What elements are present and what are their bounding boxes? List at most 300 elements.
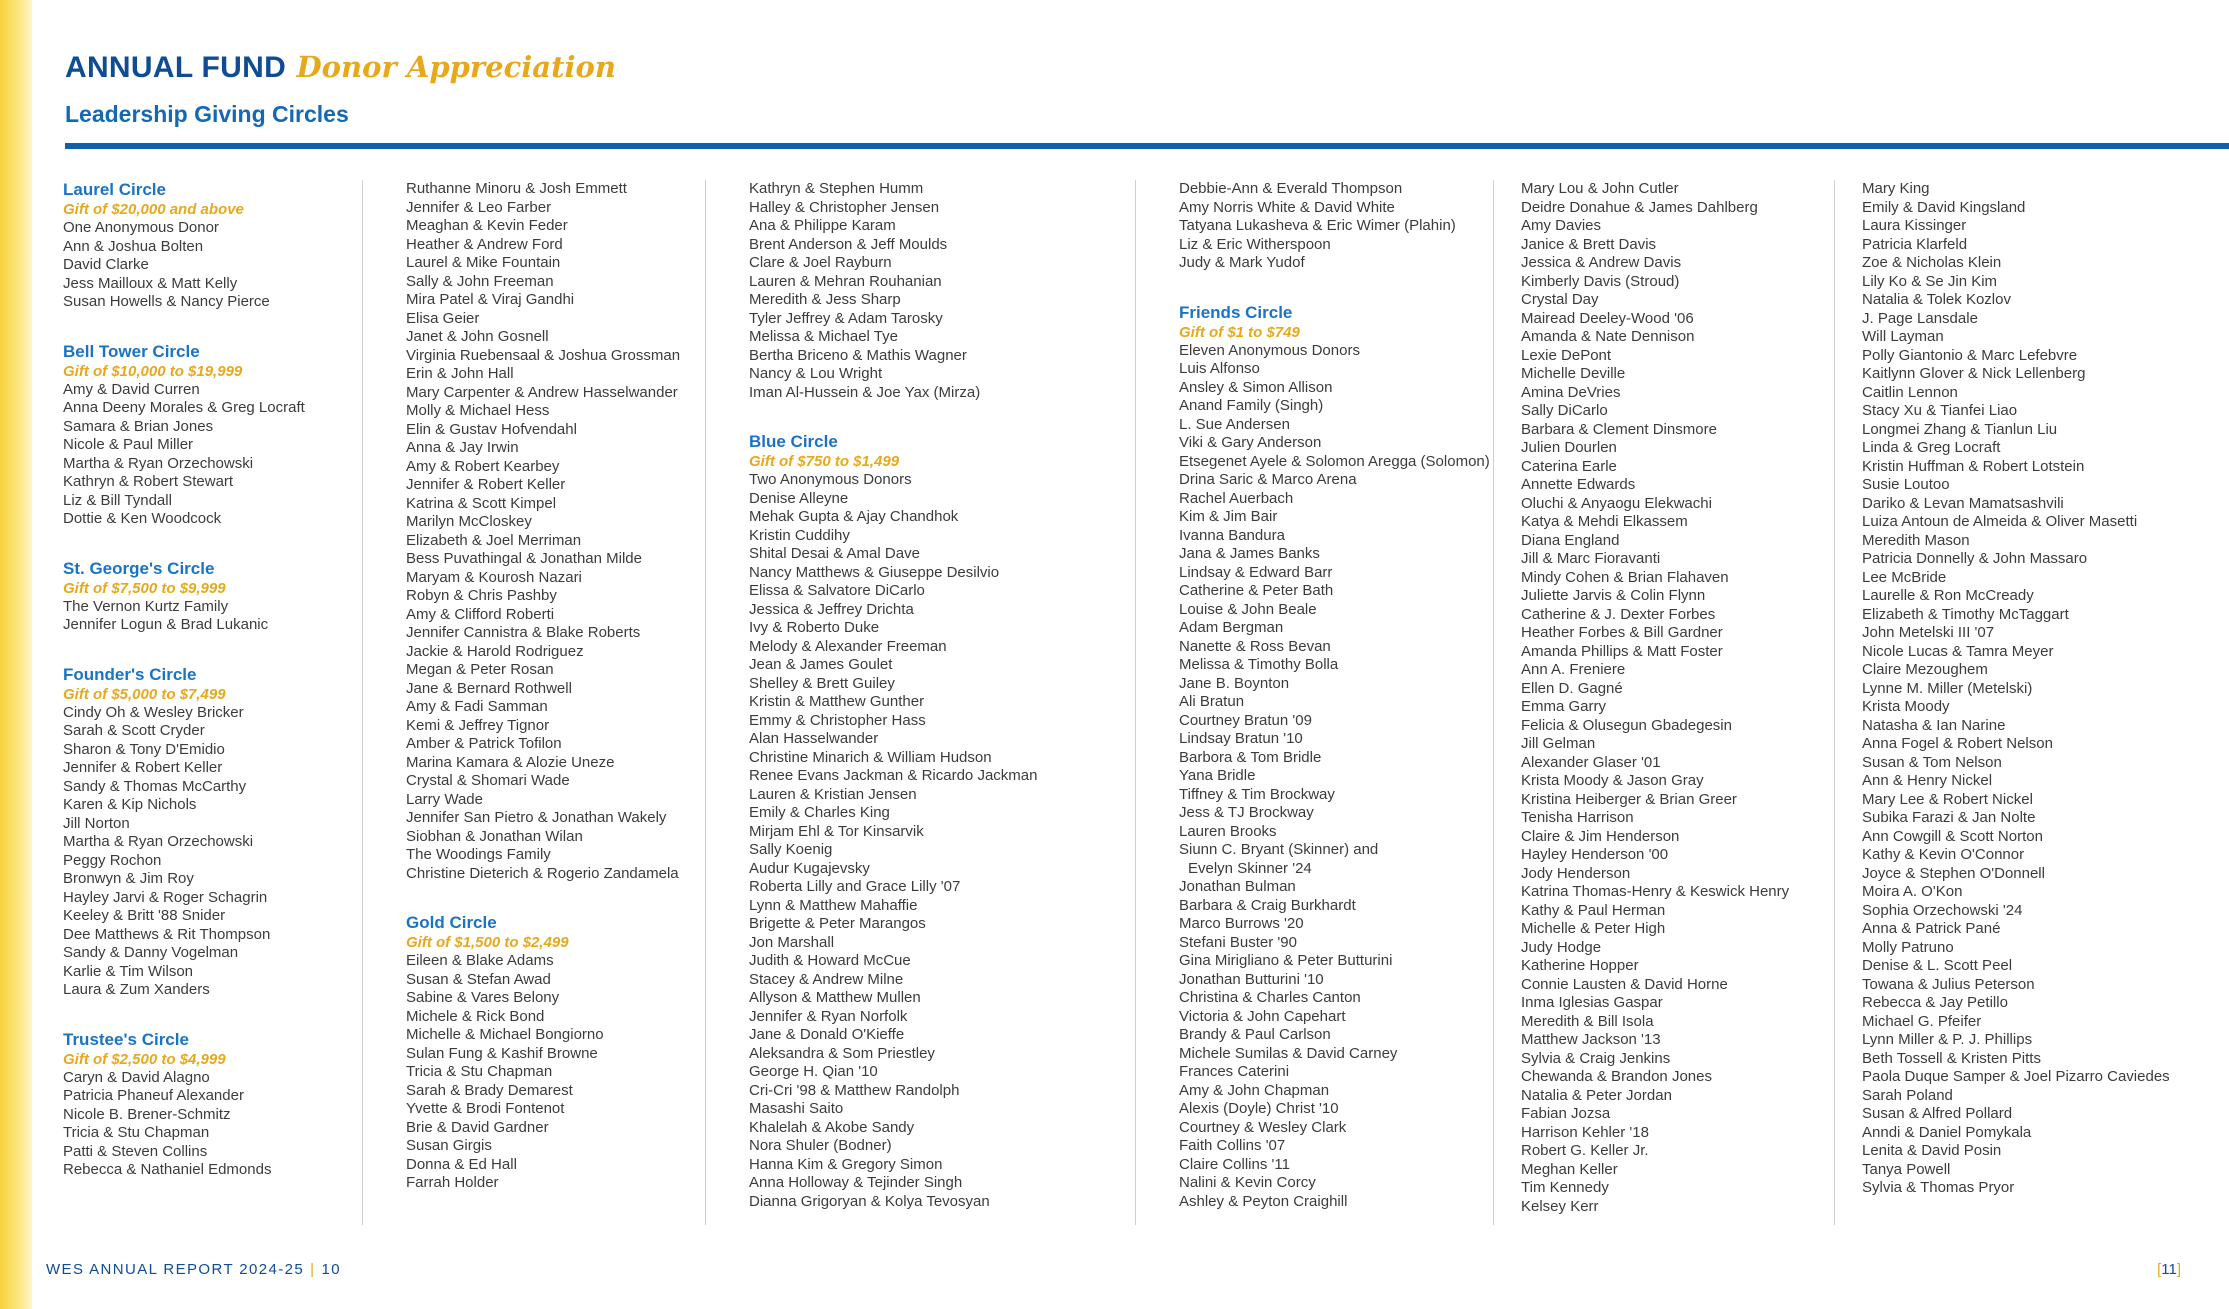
donor-name: Donna & Ed Hall xyxy=(406,1155,517,1173)
donor-name: Felicia & Olusegun Gbadegesin xyxy=(1521,716,1732,734)
circle-title: Blue Circle xyxy=(749,432,838,451)
donor-name: Kristin Cuddihy xyxy=(749,526,850,544)
donor-name: Judy & Mark Yudof xyxy=(1179,254,1305,271)
giving-circle-section xyxy=(63,180,305,312)
yellow-edge-stripe xyxy=(0,0,32,1309)
donor-name: Meaghan & Kevin Feder xyxy=(406,217,568,234)
donor-name: Crystal & Shomari Wade xyxy=(406,772,570,789)
donor-name: Molly Patruno xyxy=(1862,938,1954,956)
donor-name: Rachel Auerbach xyxy=(1179,489,1294,507)
donor-name: Jody Henderson xyxy=(1521,864,1631,882)
donor-name: Laura Kissinger xyxy=(1862,217,1967,234)
donor-name: Towana & Julius Peterson xyxy=(1862,975,2035,993)
donor-name: Jane & Bernard Rothwell xyxy=(406,679,572,697)
donor-name: Tim Kennedy xyxy=(1521,1179,1609,1196)
donor-name: Inma Iglesias Gaspar xyxy=(1521,994,1663,1011)
donor-name: Katherine Hopper xyxy=(1521,957,1639,974)
donor-name: Amy & Clifford Roberti xyxy=(406,605,555,623)
donor-name: Paola Duque Samper & Joel Pizarro Caviedes xyxy=(1862,1068,2170,1085)
gift-range: Gift of $1,500 to $2,499 xyxy=(406,934,569,951)
donor-name: Subika Farazi & Jan Nolte xyxy=(1862,809,2036,826)
footer-left-page-number: 10 xyxy=(321,1261,341,1278)
donor-name: Luiza Antoun de Almeida & Oliver Masetti xyxy=(1862,513,2138,530)
donor-name: Shital Desai & Amal Dave xyxy=(749,545,920,562)
donor-name: Katrina Thomas-Henry & Keswick Henry xyxy=(1521,883,1790,900)
donor-name: Aleksandra & Som Priestley xyxy=(749,1044,935,1062)
donor-name: Emma Garry xyxy=(1521,698,1607,715)
circle-title: Trustee's Circle xyxy=(63,1029,189,1049)
donor-name: Frances Caterini xyxy=(1179,1063,1290,1080)
donor-name: Claire & Jim Henderson xyxy=(1521,827,1680,845)
donor-name: Will Layman xyxy=(1862,328,1944,345)
donor-name: Ali Bratun xyxy=(1179,693,1245,710)
donor-name: Caitlin Lennon xyxy=(1862,383,1958,401)
donor-name: Kathy & Paul Herman xyxy=(1521,901,1666,919)
donor-name: Beth Tossell & Kristen Pitts xyxy=(1862,1049,2041,1067)
donor-name: Dianna Grigoryan & Kolya Tevosyan xyxy=(749,1192,990,1210)
giving-circle-section xyxy=(749,432,1037,1211)
donor-name: Jonathan Butturini '10 xyxy=(1179,970,1324,988)
donor-name: Debbie-Ann & Everald Thompson xyxy=(1179,180,1403,197)
donor-name: Laura & Zum Xanders xyxy=(63,981,210,998)
donor-name: Yana Bridle xyxy=(1179,767,1256,784)
donor-name: Anna Fogel & Robert Nelson xyxy=(1862,735,2053,752)
donor-name: Kathy & Kevin O'Connor xyxy=(1862,846,2025,863)
donor-name: Crystal Day xyxy=(1521,291,1599,308)
donor-name: Bronwyn & Jim Roy xyxy=(63,870,194,887)
donor-name: Matthew Jackson '13 xyxy=(1521,1031,1661,1048)
footer-report xyxy=(46,1261,341,1278)
gift-range: Gift of $10,000 to $19,999 xyxy=(63,362,243,380)
donor-name: Hanna Kim & Gregory Simon xyxy=(749,1155,943,1173)
donor-name: Kathryn & Stephen Humm xyxy=(749,180,924,197)
donor-name: Jana & James Banks xyxy=(1179,545,1320,562)
gift-range: Gift of $2,500 to $4,999 xyxy=(63,1050,226,1068)
donor-name: Meredith & Bill Isola xyxy=(1521,1012,1654,1030)
donor-name: Viki & Gary Anderson xyxy=(1179,434,1322,451)
donor-name: Lynne M. Miller (Metelski) xyxy=(1862,679,2033,697)
donor-name: Michele & Rick Bond xyxy=(406,1007,545,1025)
donor-name: Melody & Alexander Freeman xyxy=(749,637,947,655)
donor-name: Caryn & David Alagno xyxy=(63,1068,210,1086)
column-5 xyxy=(1521,180,1789,1246)
donor-name: Eleven Anonymous Donors xyxy=(1179,341,1360,359)
donor-name: Etsegenet Ayele & Solomon Aregga (Solomon) xyxy=(1179,452,1490,470)
donor-name: Rebecca & Nathaniel Edmonds xyxy=(63,1161,272,1178)
donor-name: Laurelle & Ron McCready xyxy=(1862,587,2034,604)
column-3 xyxy=(749,180,1037,1241)
donor-name: Cindy Oh & Wesley Bricker xyxy=(63,703,244,721)
donor-name: Brent Anderson & Jeff Moulds xyxy=(749,235,948,253)
column-divider xyxy=(1493,180,1494,1225)
donor-name: Rebecca & Jay Petillo xyxy=(1862,994,2008,1011)
gift-range: Gift of $5,000 to $7,499 xyxy=(63,685,226,703)
donor-name: L. Sue Andersen xyxy=(1179,415,1290,433)
donor-name: Sally Koenig xyxy=(749,841,833,858)
donor-list-continued xyxy=(1521,180,1789,1216)
donor-name: Ivy & Roberto Duke xyxy=(749,619,880,636)
donor-name: Connie Lausten & David Horne xyxy=(1521,975,1728,993)
donor-name: Karen & Kip Nichols xyxy=(63,796,197,813)
donor-name: Harrison Kehler '18 xyxy=(1521,1123,1649,1141)
donor-name: Brigette & Peter Marangos xyxy=(749,915,926,932)
donor-name: Sandy & Danny Vogelman xyxy=(63,944,239,961)
donor-name: Anna & Patrick Pané xyxy=(1862,920,2001,937)
donor-name: Keeley & Britt '88 Snider xyxy=(63,907,226,924)
donor-name: Renee Evans Jackman & Ricardo Jackman xyxy=(749,767,1038,784)
donor-name: Kristin & Matthew Gunther xyxy=(749,693,925,710)
donor-name: Jill Norton xyxy=(63,814,130,832)
giving-circle-section xyxy=(63,1030,305,1180)
donor-name: Anand Family (Singh) xyxy=(1179,397,1324,414)
donor-name: Kelsey Kerr xyxy=(1521,1197,1599,1215)
donor-name: Ivanna Bandura xyxy=(1179,526,1285,544)
donor-name: Sarah & Brady Demarest xyxy=(406,1081,573,1099)
donor-name: Stefani Buster '90 xyxy=(1179,933,1297,951)
donor-name: Farrah Holder xyxy=(406,1174,499,1191)
donor-name: Jess Mailloux & Matt Kelly xyxy=(63,274,238,292)
donor-list-continued xyxy=(1179,180,1490,273)
donor-name: Patricia Donnelly & John Massaro xyxy=(1862,550,2088,567)
donor-name: Ann & Joshua Bolten xyxy=(63,237,204,255)
donor-name: Robert G. Keller Jr. xyxy=(1521,1142,1649,1159)
donor-name: Amy & David Curren xyxy=(63,380,200,398)
donor-name: Mary Carpenter & Andrew Hasselwander xyxy=(406,383,678,401)
donor-name: Jessica & Andrew Davis xyxy=(1521,254,1682,271)
donor-name: Siunn C. Bryant (Skinner) and xyxy=(1179,841,1379,858)
donor-name: Jane & Donald O'Kieffe xyxy=(749,1026,905,1043)
donor-name: Lynn Miller & P. J. Phillips xyxy=(1862,1031,2033,1048)
donor-name: Kim & Jim Bair xyxy=(1179,508,1278,525)
donor-name: Jill & Marc Fioravanti xyxy=(1521,550,1661,567)
giving-circle-section xyxy=(1179,303,1490,1212)
donor-name: Jennifer Cannistra & Blake Roberts xyxy=(406,624,641,641)
donor-name: Kristina Heiberger & Brian Greer xyxy=(1521,790,1737,808)
donor-name: Claire Mezoughem xyxy=(1862,661,1988,678)
giving-circle-section xyxy=(63,665,305,1000)
donor-name: Virginia Ruebensaal & Joshua Grossman xyxy=(406,346,681,364)
donor-name: Julien Dourlen xyxy=(1521,439,1617,456)
donor-name: Lily Ko & Se Jin Kim xyxy=(1862,272,1998,290)
donor-name: Meredith Mason xyxy=(1862,531,1970,549)
donor-name: Lexie DePont xyxy=(1521,346,1612,364)
donor-name: Deidre Donahue & James Dahlberg xyxy=(1521,198,1758,216)
donor-name: Judy Hodge xyxy=(1521,938,1602,956)
donor-name: Melissa & Michael Tye xyxy=(749,328,898,345)
donor-name: Samara & Brian Jones xyxy=(63,417,214,435)
column-2 xyxy=(406,180,680,1223)
donor-name: Sabine & Vares Belony xyxy=(406,989,560,1006)
donor-name: Yvette & Brodi Fontenot xyxy=(406,1100,565,1117)
donor-name: Dariko & Levan Mamatsashvili xyxy=(1862,494,2064,512)
donor-name: Mehak Gupta & Ajay Chandhok xyxy=(749,508,959,525)
donor-name: Brie & David Gardner xyxy=(406,1118,549,1136)
donor-name: Krista Moody & Jason Gray xyxy=(1521,772,1704,789)
donor-name: Siobhan & Jonathan Wilan xyxy=(406,827,583,845)
donor-name: Elin & Gustav Hofvendahl xyxy=(406,420,577,438)
donor-name: Jennifer & Ryan Norfolk xyxy=(749,1007,908,1025)
donor-name: Tatyana Lukasheva & Eric Wimer (Plahin) xyxy=(1179,217,1456,234)
donor-name: Louise & John Beale xyxy=(1179,600,1317,618)
donor-name: Ruthanne Minoru & Josh Emmett xyxy=(406,180,627,197)
donor-name: Christine Minarich & William Hudson xyxy=(749,748,992,766)
donor-name: Mira Patel & Viraj Gandhi xyxy=(406,291,575,308)
donor-name: Natalia & Peter Jordan xyxy=(1521,1086,1672,1104)
donor-name: Tenisha Harrison xyxy=(1521,809,1634,826)
donor-name: Ann A. Freniere xyxy=(1521,661,1626,678)
donor-name: Jonathan Bulman xyxy=(1179,878,1296,895)
donor-name: Nicole & Paul Miller xyxy=(63,436,194,453)
donor-name: Jennifer & Robert Keller xyxy=(406,476,566,493)
footer-separator: | xyxy=(310,1261,316,1278)
donor-name: Jackie & Harold Rodriguez xyxy=(406,642,584,660)
donor-name: Linda & Greg Locraft xyxy=(1862,439,2001,456)
donor-name: Erin & John Hall xyxy=(406,365,514,382)
donor-name: Diana England xyxy=(1521,531,1620,549)
right-page-number: 11 xyxy=(2161,1261,2177,1278)
donor-name: Evelyn Skinner '24 xyxy=(1188,859,1312,877)
donor-name: Lauren Brooks xyxy=(1179,822,1277,840)
column-4 xyxy=(1179,180,1490,1241)
donor-name: Mary King xyxy=(1862,180,1930,197)
gift-range: Gift of $20,000 and above xyxy=(63,201,244,218)
donor-name: Kimberly Davis (Stroud) xyxy=(1521,272,1680,290)
donor-name: Marilyn McCloskey xyxy=(406,513,532,530)
donor-name: Sally DiCarlo xyxy=(1521,402,1608,419)
donor-name: Michael G. Pfeifer xyxy=(1862,1012,1982,1030)
donor-name: Mary Lee & Robert Nickel xyxy=(1862,790,2033,808)
donor-name: J. Page Lansdale xyxy=(1862,309,1978,327)
donor-name: Sharon & Tony D'Emidio xyxy=(63,740,225,758)
donor-name: Luis Alfonso xyxy=(1179,360,1260,377)
donor-name: Elissa & Salvatore DiCarlo xyxy=(749,582,925,599)
donor-name: Emily & David Kingsland xyxy=(1862,198,2026,216)
donor-name: Heather Forbes & Bill Gardner xyxy=(1521,624,1723,641)
donor-name: Emmy & Christopher Hass xyxy=(749,711,926,729)
column-divider xyxy=(1834,180,1835,1225)
donor-name: Christine Dieterich & Rogerio Zandamela xyxy=(406,864,679,882)
donor-name: Jennifer Logun & Brad Lukanic xyxy=(63,616,269,633)
donor-name: Amy & Robert Kearbey xyxy=(406,457,560,475)
donor-name: Liz & Bill Tyndall xyxy=(63,491,172,509)
donor-name: Iman Al-Hussein & Joe Yax (Mirza) xyxy=(749,383,981,401)
donor-name: Hayley Henderson '00 xyxy=(1521,846,1669,863)
donor-name: Audur Kugajevsky xyxy=(749,859,870,877)
donor-name: Patti & Steven Collins xyxy=(63,1142,208,1160)
donor-name: Annette Edwards xyxy=(1521,476,1636,493)
donor-name: Sarah Poland xyxy=(1862,1086,1953,1104)
donor-name: Tricia & Stu Chapman xyxy=(406,1063,553,1080)
donor-name: Nancy Matthews & Giuseppe Desilvio xyxy=(749,563,1000,581)
circle-title: Bell Tower Circle xyxy=(63,341,200,361)
donor-name: Katrina & Scott Kimpel xyxy=(406,494,557,512)
donor-name: Victoria & John Capehart xyxy=(1179,1007,1346,1025)
donor-name: Gina Mirigliano & Peter Butturini xyxy=(1179,952,1393,969)
circle-title: Friends Circle xyxy=(1179,302,1293,322)
donor-name: Emily & Charles King xyxy=(749,804,890,821)
donor-name: Kaitlynn Glover & Nick Lellenberg xyxy=(1862,365,2086,382)
donor-name: Jean & James Goulet xyxy=(749,656,893,673)
donor-name: Janice & Brett Davis xyxy=(1521,235,1657,253)
giving-circle-section xyxy=(63,559,305,635)
donor-name: Adam Bergman xyxy=(1179,619,1284,636)
donor-name: George H. Qian '10 xyxy=(749,1063,878,1080)
donor-name: Courtney & Wesley Clark xyxy=(1179,1118,1347,1136)
donor-name: Marina Kamara & Alozie Uneze xyxy=(406,753,615,771)
title-main: ANNUAL FUND xyxy=(65,51,287,84)
donor-name: Katya & Mehdi Elkassem xyxy=(1521,513,1688,530)
donor-name: Tanya Powell xyxy=(1862,1160,1951,1178)
donor-name: Michele Sumilas & David Carney xyxy=(1179,1044,1398,1062)
donor-name: Barbora & Tom Bridle xyxy=(1179,748,1322,766)
donor-name: Stacy Xu & Tianfei Liao xyxy=(1862,402,2018,419)
donor-name: Tricia & Stu Chapman xyxy=(63,1124,210,1141)
donor-name: Susan & Tom Nelson xyxy=(1862,753,2002,771)
donor-name: Juliette Jarvis & Colin Flynn xyxy=(1521,587,1706,604)
donor-name: Jill Gelman xyxy=(1521,735,1596,752)
donor-name: Mary Lou & John Cutler xyxy=(1521,180,1679,197)
donor-name: Ann & Henry Nickel xyxy=(1862,772,1993,789)
circle-title: St. George's Circle xyxy=(63,558,215,578)
giving-circle-section xyxy=(406,913,680,1193)
donor-name: Bertha Briceno & Mathis Wagner xyxy=(749,346,967,364)
donor-name: Natalia & Tolek Kozlov xyxy=(1862,291,2011,308)
donor-name: Courtney Bratun '09 xyxy=(1179,711,1312,729)
donor-name: Janet & John Gosnell xyxy=(406,328,549,345)
donor-name: Ana & Philippe Karam xyxy=(749,217,896,234)
donor-name: Sandy & Thomas McCarthy xyxy=(63,777,247,795)
circle-title: Gold Circle xyxy=(406,913,497,932)
donor-name: Barbara & Craig Burkhardt xyxy=(1179,896,1356,914)
donor-name: One Anonymous Donor xyxy=(63,219,219,236)
donor-name: Jon Marshall xyxy=(749,933,835,951)
donor-name: Masashi Saito xyxy=(749,1100,844,1117)
donor-name: Amanda Phillips & Matt Foster xyxy=(1521,642,1723,660)
donor-name: Allyson & Matthew Mullen xyxy=(749,989,921,1006)
header-rule xyxy=(65,143,2229,149)
donor-name: Susan & Alfred Pollard xyxy=(1862,1105,2013,1122)
donor-name: Alexis (Doyle) Christ '10 xyxy=(1179,1100,1339,1117)
donor-name: John Metelski III '07 xyxy=(1862,624,1995,641)
donor-name: Lauren & Mehran Rouhanian xyxy=(749,272,942,290)
donor-name: Kristin Huffman & Robert Lotstein xyxy=(1862,457,2085,475)
donor-name: Natasha & Ian Narine xyxy=(1862,716,2006,734)
donor-name: Lynn & Matthew Mahaffie xyxy=(749,896,918,914)
donor-name: Jennifer San Pietro & Jonathan Wakely xyxy=(406,809,667,826)
donor-name: Khalelah & Akobe Sandy xyxy=(749,1118,915,1136)
page-title xyxy=(65,50,616,85)
donor-name: Oluchi & Anyaogu Elekwachi xyxy=(1521,494,1712,512)
donor-name: Amy Norris White & David White xyxy=(1179,198,1395,216)
footer-report-title: WES ANNUAL REPORT 2024-25 xyxy=(46,1261,305,1278)
donor-name: Michelle & Peter High xyxy=(1521,920,1666,937)
donor-name: Krista Moody xyxy=(1862,698,1950,715)
footer-right-page-number: [11] xyxy=(2157,1261,2181,1278)
page-subtitle: Leadership Giving Circles xyxy=(65,101,349,127)
donor-name: David Clarke xyxy=(63,256,149,273)
donor-name: Shelley & Brett Guiley xyxy=(749,674,895,692)
donor-name: Kathryn & Robert Stewart xyxy=(63,473,234,490)
donor-name: Caterina Earle xyxy=(1521,457,1617,475)
donor-name: The Vernon Kurtz Family xyxy=(63,597,229,615)
donor-name: Heather & Andrew Ford xyxy=(406,235,563,253)
donor-name: Alexander Glaser '01 xyxy=(1521,753,1661,771)
column-divider xyxy=(705,180,706,1225)
donor-name: Patricia Phaneuf Alexander xyxy=(63,1087,244,1104)
donor-name: Amy & Fadi Samman xyxy=(406,698,548,715)
donor-name: Jennifer & Leo Farber xyxy=(406,198,552,216)
donor-name: The Woodings Family xyxy=(406,846,551,863)
gift-range: Gift of $7,500 to $9,999 xyxy=(63,579,226,597)
donor-name: Two Anonymous Donors xyxy=(749,471,912,488)
donor-name: Lindsay & Edward Barr xyxy=(1179,563,1333,581)
donor-name: Longmei Zhang & Tianlun Liu xyxy=(1862,420,2058,438)
donor-name: Nancy & Lou Wright xyxy=(749,365,883,382)
donor-name: Ellen D. Gagné xyxy=(1521,679,1623,697)
donor-name: Susie Loutoo xyxy=(1862,476,1950,493)
donor-name: Amanda & Nate Dennison xyxy=(1521,328,1695,345)
donor-name: Elisa Geier xyxy=(406,309,480,327)
donor-name: Eileen & Blake Adams xyxy=(406,952,554,969)
donor-name: Dee Matthews & Rit Thompson xyxy=(63,925,271,943)
donor-name: Sally & John Freeman xyxy=(406,272,554,290)
donor-name: Nalini & Kevin Corcy xyxy=(1179,1174,1316,1191)
donor-name: Meredith & Jess Sharp xyxy=(749,291,901,308)
donor-name: Halley & Christopher Jensen xyxy=(749,198,940,216)
donor-name: Elizabeth & Timothy McTaggart xyxy=(1862,605,2069,623)
circle-title: Laurel Circle xyxy=(63,180,166,199)
circle-title: Founder's Circle xyxy=(63,664,197,684)
donor-name: Denise & L. Scott Peel xyxy=(1862,957,2013,974)
donor-name: Martha & Ryan Orzechowski xyxy=(63,833,254,850)
donor-name: Drina Saric & Marco Arena xyxy=(1179,471,1357,488)
donor-name: Catherine & Peter Bath xyxy=(1179,582,1334,599)
donor-name: Barbara & Clement Dinsmore xyxy=(1521,420,1717,438)
gift-range: Gift of $750 to $1,499 xyxy=(749,453,900,470)
donor-name: Brandy & Paul Carlson xyxy=(1179,1026,1331,1043)
donor-name: Lenita & David Posin xyxy=(1862,1142,2002,1159)
donor-name: Judith & Howard McCue xyxy=(749,952,911,969)
donor-name: Kemi & Jeffrey Tignor xyxy=(406,716,550,734)
donor-name: Sylvia & Thomas Pryor xyxy=(1862,1179,2015,1196)
donor-name: Clare & Joel Rayburn xyxy=(749,254,892,271)
donor-name: Molly & Michael Hess xyxy=(406,402,550,419)
giving-circle-section xyxy=(63,342,305,529)
donor-name: Laurel & Mike Fountain xyxy=(406,254,561,271)
donor-name: Tyler Jeffrey & Adam Tarosky xyxy=(749,309,943,327)
donor-name: Mirjam Ehl & Tor Kinsarvik xyxy=(749,822,924,840)
donor-name: Christina & Charles Canton xyxy=(1179,989,1361,1006)
donor-name: Nicole Lucas & Tamra Meyer xyxy=(1862,642,2054,660)
donor-name: Nicole B. Brener-Schmitz xyxy=(63,1105,231,1123)
donor-name: Anna Holloway & Tejinder Singh xyxy=(749,1174,963,1191)
donor-name: Liz & Eric Witherspoon xyxy=(1179,235,1331,253)
donor-name: Joyce & Stephen O'Donnell xyxy=(1862,864,2045,882)
donor-name: Zoe & Nicholas Klein xyxy=(1862,254,2002,271)
donor-name: Lee McBride xyxy=(1862,568,1947,586)
donor-name: Catherine & J. Dexter Forbes xyxy=(1521,605,1716,623)
donor-name: Ashley & Peyton Craighill xyxy=(1179,1192,1348,1210)
donor-list-continued xyxy=(749,180,1037,402)
donor-name: Larry Wade xyxy=(406,790,483,808)
donor-name: Fabian Jozsa xyxy=(1521,1105,1611,1122)
donor-name: Moira A. O'Kon xyxy=(1862,883,1963,900)
column-1 xyxy=(63,180,305,1210)
donor-name: Jennifer & Robert Keller xyxy=(63,759,223,776)
donor-name: Hayley Jarvi & Roger Schagrin xyxy=(63,888,268,906)
donor-name: Susan & Stefan Awad xyxy=(406,970,551,988)
donor-name: Alan Hasselwander xyxy=(749,730,879,747)
